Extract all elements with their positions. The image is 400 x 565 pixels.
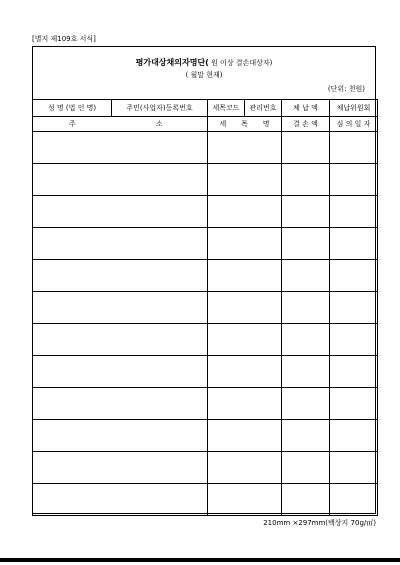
table-cell[interactable] (33, 260, 208, 292)
table-row (33, 196, 378, 228)
table-cell[interactable] (330, 132, 378, 164)
table-cell[interactable] (208, 356, 282, 388)
table-cell[interactable] (33, 164, 208, 196)
tax-name-part-2: 목 (241, 120, 248, 128)
table-cell[interactable] (33, 132, 208, 164)
table-row (33, 228, 378, 260)
table-cell[interactable] (208, 164, 282, 196)
tax-name-part-1: 세 (219, 120, 227, 128)
col-mgmt-no: 관리번호 (245, 100, 282, 117)
table-cell[interactable] (208, 388, 282, 420)
table-cell[interactable] (330, 260, 378, 292)
table-cell[interactable] (330, 388, 378, 420)
table-row (33, 452, 378, 484)
header-row-2 (33, 117, 378, 132)
header-row-1 (33, 100, 378, 117)
table-cell[interactable] (330, 324, 378, 356)
table-cell[interactable] (282, 132, 330, 164)
table-cell[interactable] (282, 484, 330, 516)
col-review-date: 심 의 일 자 (330, 117, 378, 132)
table-row (33, 388, 378, 420)
table-cell[interactable] (282, 292, 330, 324)
debtor-table (32, 99, 378, 516)
table-row (33, 356, 378, 388)
table-row (33, 260, 378, 292)
table-cell[interactable] (208, 228, 282, 260)
table-cell[interactable] (282, 196, 330, 228)
col-tax-name (208, 117, 282, 132)
table-cell[interactable] (208, 324, 282, 356)
table-cell[interactable] (330, 420, 378, 452)
table-cell[interactable] (208, 260, 282, 292)
table-cell[interactable] (33, 356, 208, 388)
form-frame (32, 46, 376, 514)
table-cell[interactable] (282, 324, 330, 356)
table-cell[interactable] (208, 132, 282, 164)
table-cell[interactable] (33, 228, 208, 260)
table-row (33, 420, 378, 452)
title-note: 원 이상 결손대상자) (208, 59, 273, 67)
table-cell[interactable] (208, 196, 282, 228)
col-reg-no: 주민(사업자)등록번호 (112, 100, 208, 117)
col-name: 성 명 (법 인 명) (33, 100, 112, 117)
table-cell[interactable] (33, 196, 208, 228)
col-loss: 결 손 액 (282, 117, 330, 132)
table-cell[interactable] (330, 228, 378, 260)
col-address-right: 소 (112, 117, 208, 132)
table-cell[interactable] (282, 260, 330, 292)
table-cell[interactable] (33, 324, 208, 356)
table-cell[interactable] (330, 484, 378, 516)
table-cell[interactable] (282, 228, 330, 260)
table-cell[interactable] (33, 292, 208, 324)
col-arrears: 체 납 액 (282, 100, 330, 117)
form-title (33, 57, 375, 68)
col-committee: 체납위원회 (330, 100, 378, 117)
table-cell[interactable] (282, 388, 330, 420)
col-tax-code: 세목코드 (208, 100, 245, 117)
table-cell[interactable] (33, 388, 208, 420)
table-row (33, 484, 378, 516)
table-cell[interactable] (330, 292, 378, 324)
table-cell[interactable] (208, 420, 282, 452)
table-cell[interactable] (33, 452, 208, 484)
unit-label: (단위: 천원) (327, 85, 365, 93)
table-row (33, 292, 378, 324)
title-text: 평가대상채의자명단( (135, 58, 209, 67)
table-cell[interactable] (208, 452, 282, 484)
table-row (33, 324, 378, 356)
table-cell[interactable] (330, 356, 378, 388)
table-cell[interactable] (282, 420, 330, 452)
table-cell[interactable] (208, 484, 282, 516)
table-cell[interactable] (33, 420, 208, 452)
tax-name-part-3: 명 (262, 120, 270, 128)
paper-spec: 210mm ×297mm(백상지 70g/㎡) (263, 519, 376, 527)
table-cell[interactable] (208, 292, 282, 324)
bottom-bar (0, 558, 400, 562)
table-row (33, 132, 378, 164)
form-number: [별지 제109호 서식] (32, 35, 96, 43)
table-cell[interactable] (282, 164, 330, 196)
table-cell[interactable] (282, 452, 330, 484)
table-cell[interactable] (33, 484, 208, 516)
table-cell[interactable] (330, 452, 378, 484)
table-row (33, 164, 378, 196)
table-cell[interactable] (282, 356, 330, 388)
table-cell[interactable] (330, 164, 378, 196)
form-subtitle: ( 월말 현재) (185, 71, 223, 79)
col-address-left: 주 (33, 117, 112, 132)
table-cell[interactable] (330, 196, 378, 228)
